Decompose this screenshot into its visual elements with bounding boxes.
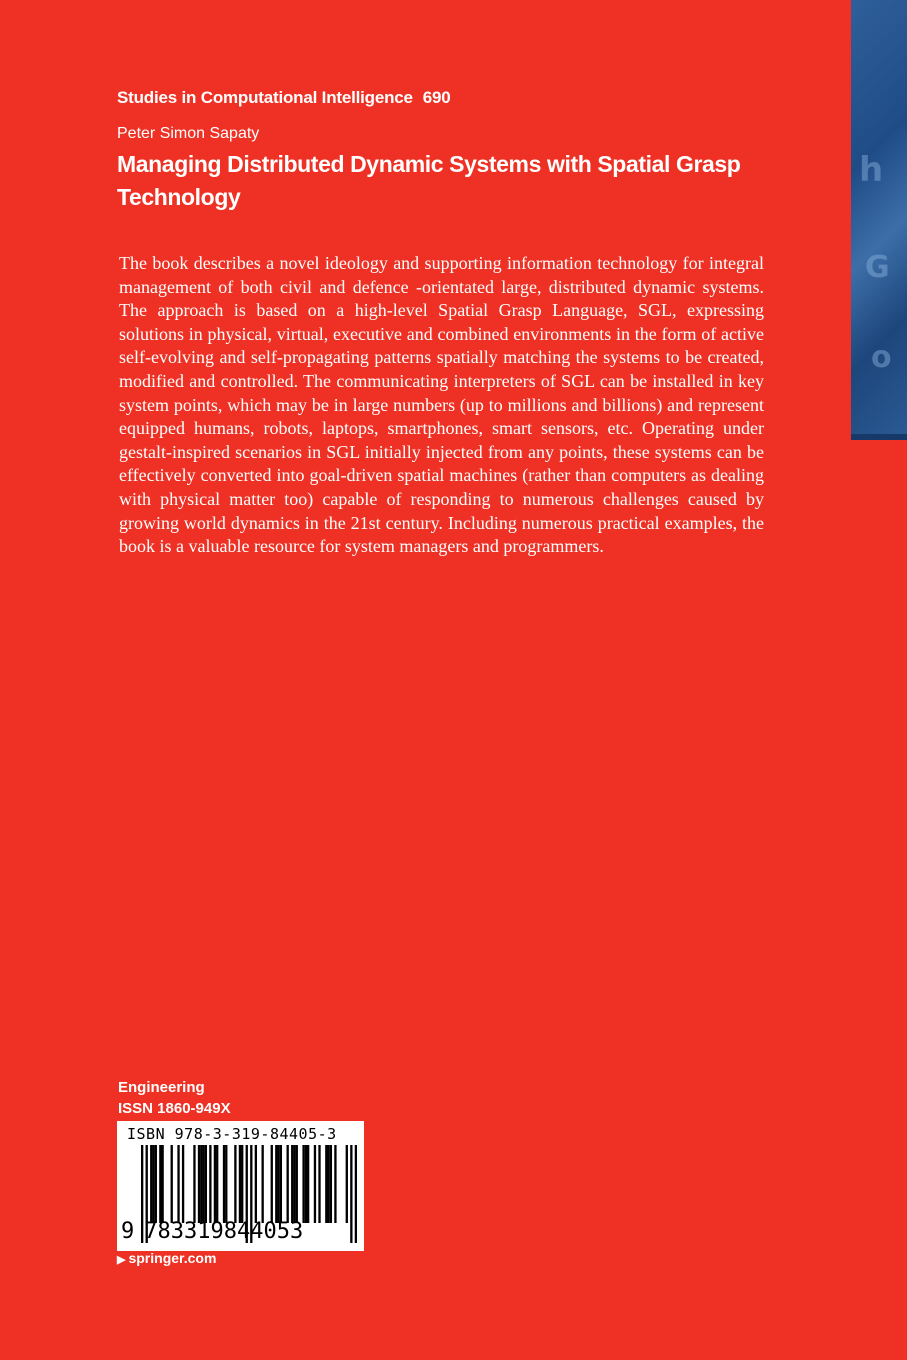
barcode-bar [255, 1145, 257, 1223]
subject-category: Engineering [118, 1079, 205, 1096]
series-name: Studies in Computational Intelligence [117, 88, 413, 107]
issn-number: ISSN 1860-949X [118, 1100, 231, 1117]
barcode-bar [262, 1145, 264, 1223]
book-title: Managing Distributed Dynamic Systems with Spatial Grasp Technology [117, 151, 741, 210]
series-volume: 690 [422, 88, 451, 107]
barcode-bar [159, 1145, 161, 1223]
barcode-bar [161, 1145, 163, 1223]
barcode-bar [209, 1145, 211, 1223]
barcode-bar [287, 1145, 289, 1223]
barcode-bar [275, 1145, 277, 1223]
cover-spine-image [851, 0, 907, 440]
book-description: The book describes a novel ideology and supporting information technology for integral management of both civil and defence -orientated large, distributed dynamic systems. The approach is based on a high-level Spatial Grasp Language, SGL, expressing solutions in physical, virtual, executive and combined environments in the form of active self-evolving and self-propagating patterns spatially matching the systems to be created, modified and controlled. The communicating interpreters of SGL can be installed in key system points, which may be in large numbers (up to millions and billions) and represent equipped humans, robots, laptops, smartphones, smart sensors, etc. Operating under gestalt-inspired scenarios in SGL initially injected from any points, these systems can be effectively converted into goal-driven spatial machines (rather than computers as dealing with physical matter too) capable of responding to numerous challenges caused by growing world dynamics in the 21st century. Including numerous practical examples, the book is a valuable resource for system managers and programmers. [119, 253, 764, 557]
barcode-bar [200, 1145, 202, 1223]
barcode-bar [327, 1145, 329, 1223]
ean-lead-digit: 9 [121, 1219, 135, 1244]
barcode-bar [346, 1145, 348, 1223]
barcode-bar [152, 1145, 154, 1223]
barcode-bar [182, 1145, 184, 1223]
barcode-bar [350, 1145, 352, 1243]
barcode-bar [293, 1145, 295, 1223]
barcode-bar [225, 1145, 227, 1223]
barcode-bar [271, 1145, 273, 1223]
barcode-bar [239, 1145, 241, 1223]
barcode-bar [214, 1145, 216, 1223]
barcode-bar [241, 1145, 243, 1223]
series-line [117, 88, 451, 108]
barcode-bar [318, 1145, 320, 1223]
isbn-text: ISBN 978-3-319-84405-3 [127, 1125, 337, 1143]
barcode-bar [296, 1145, 298, 1223]
barcode-bar [223, 1145, 225, 1223]
barcode-bar [216, 1145, 218, 1223]
decorative-glyph: o [871, 340, 892, 375]
barcode-bar [234, 1145, 236, 1223]
ean-digits [121, 1219, 303, 1244]
triangle-right-icon: ▶ [117, 1254, 126, 1266]
barcode-bar [198, 1145, 200, 1223]
barcode-bar [307, 1145, 309, 1223]
barcode-bar [150, 1145, 152, 1223]
barcode-bar [202, 1145, 204, 1223]
barcode [117, 1121, 364, 1251]
barcode-bar [330, 1145, 332, 1223]
website-label: springer.com [128, 1250, 217, 1266]
barcode-bar [314, 1145, 316, 1223]
publisher-website[interactable] [117, 1250, 216, 1266]
barcode-bar [355, 1145, 357, 1243]
barcode-bar [155, 1145, 157, 1223]
barcode-bar [325, 1145, 327, 1223]
ean-main-digits: 783319844053 [144, 1219, 304, 1244]
barcode-bar [277, 1145, 279, 1223]
barcode-bar [280, 1145, 282, 1223]
barcode-bar [334, 1145, 336, 1223]
barcode-bar [171, 1145, 173, 1223]
barcode-bar [205, 1145, 207, 1223]
author-name: Peter Simon Sapaty [117, 125, 260, 142]
decorative-glyph: h [859, 150, 884, 190]
barcode-bar [305, 1145, 307, 1223]
barcode-bar [193, 1145, 195, 1223]
decorative-glyph: G [865, 250, 890, 285]
barcode-bar [302, 1145, 304, 1223]
barcode-bar [177, 1145, 179, 1223]
barcode-bar [291, 1145, 293, 1223]
